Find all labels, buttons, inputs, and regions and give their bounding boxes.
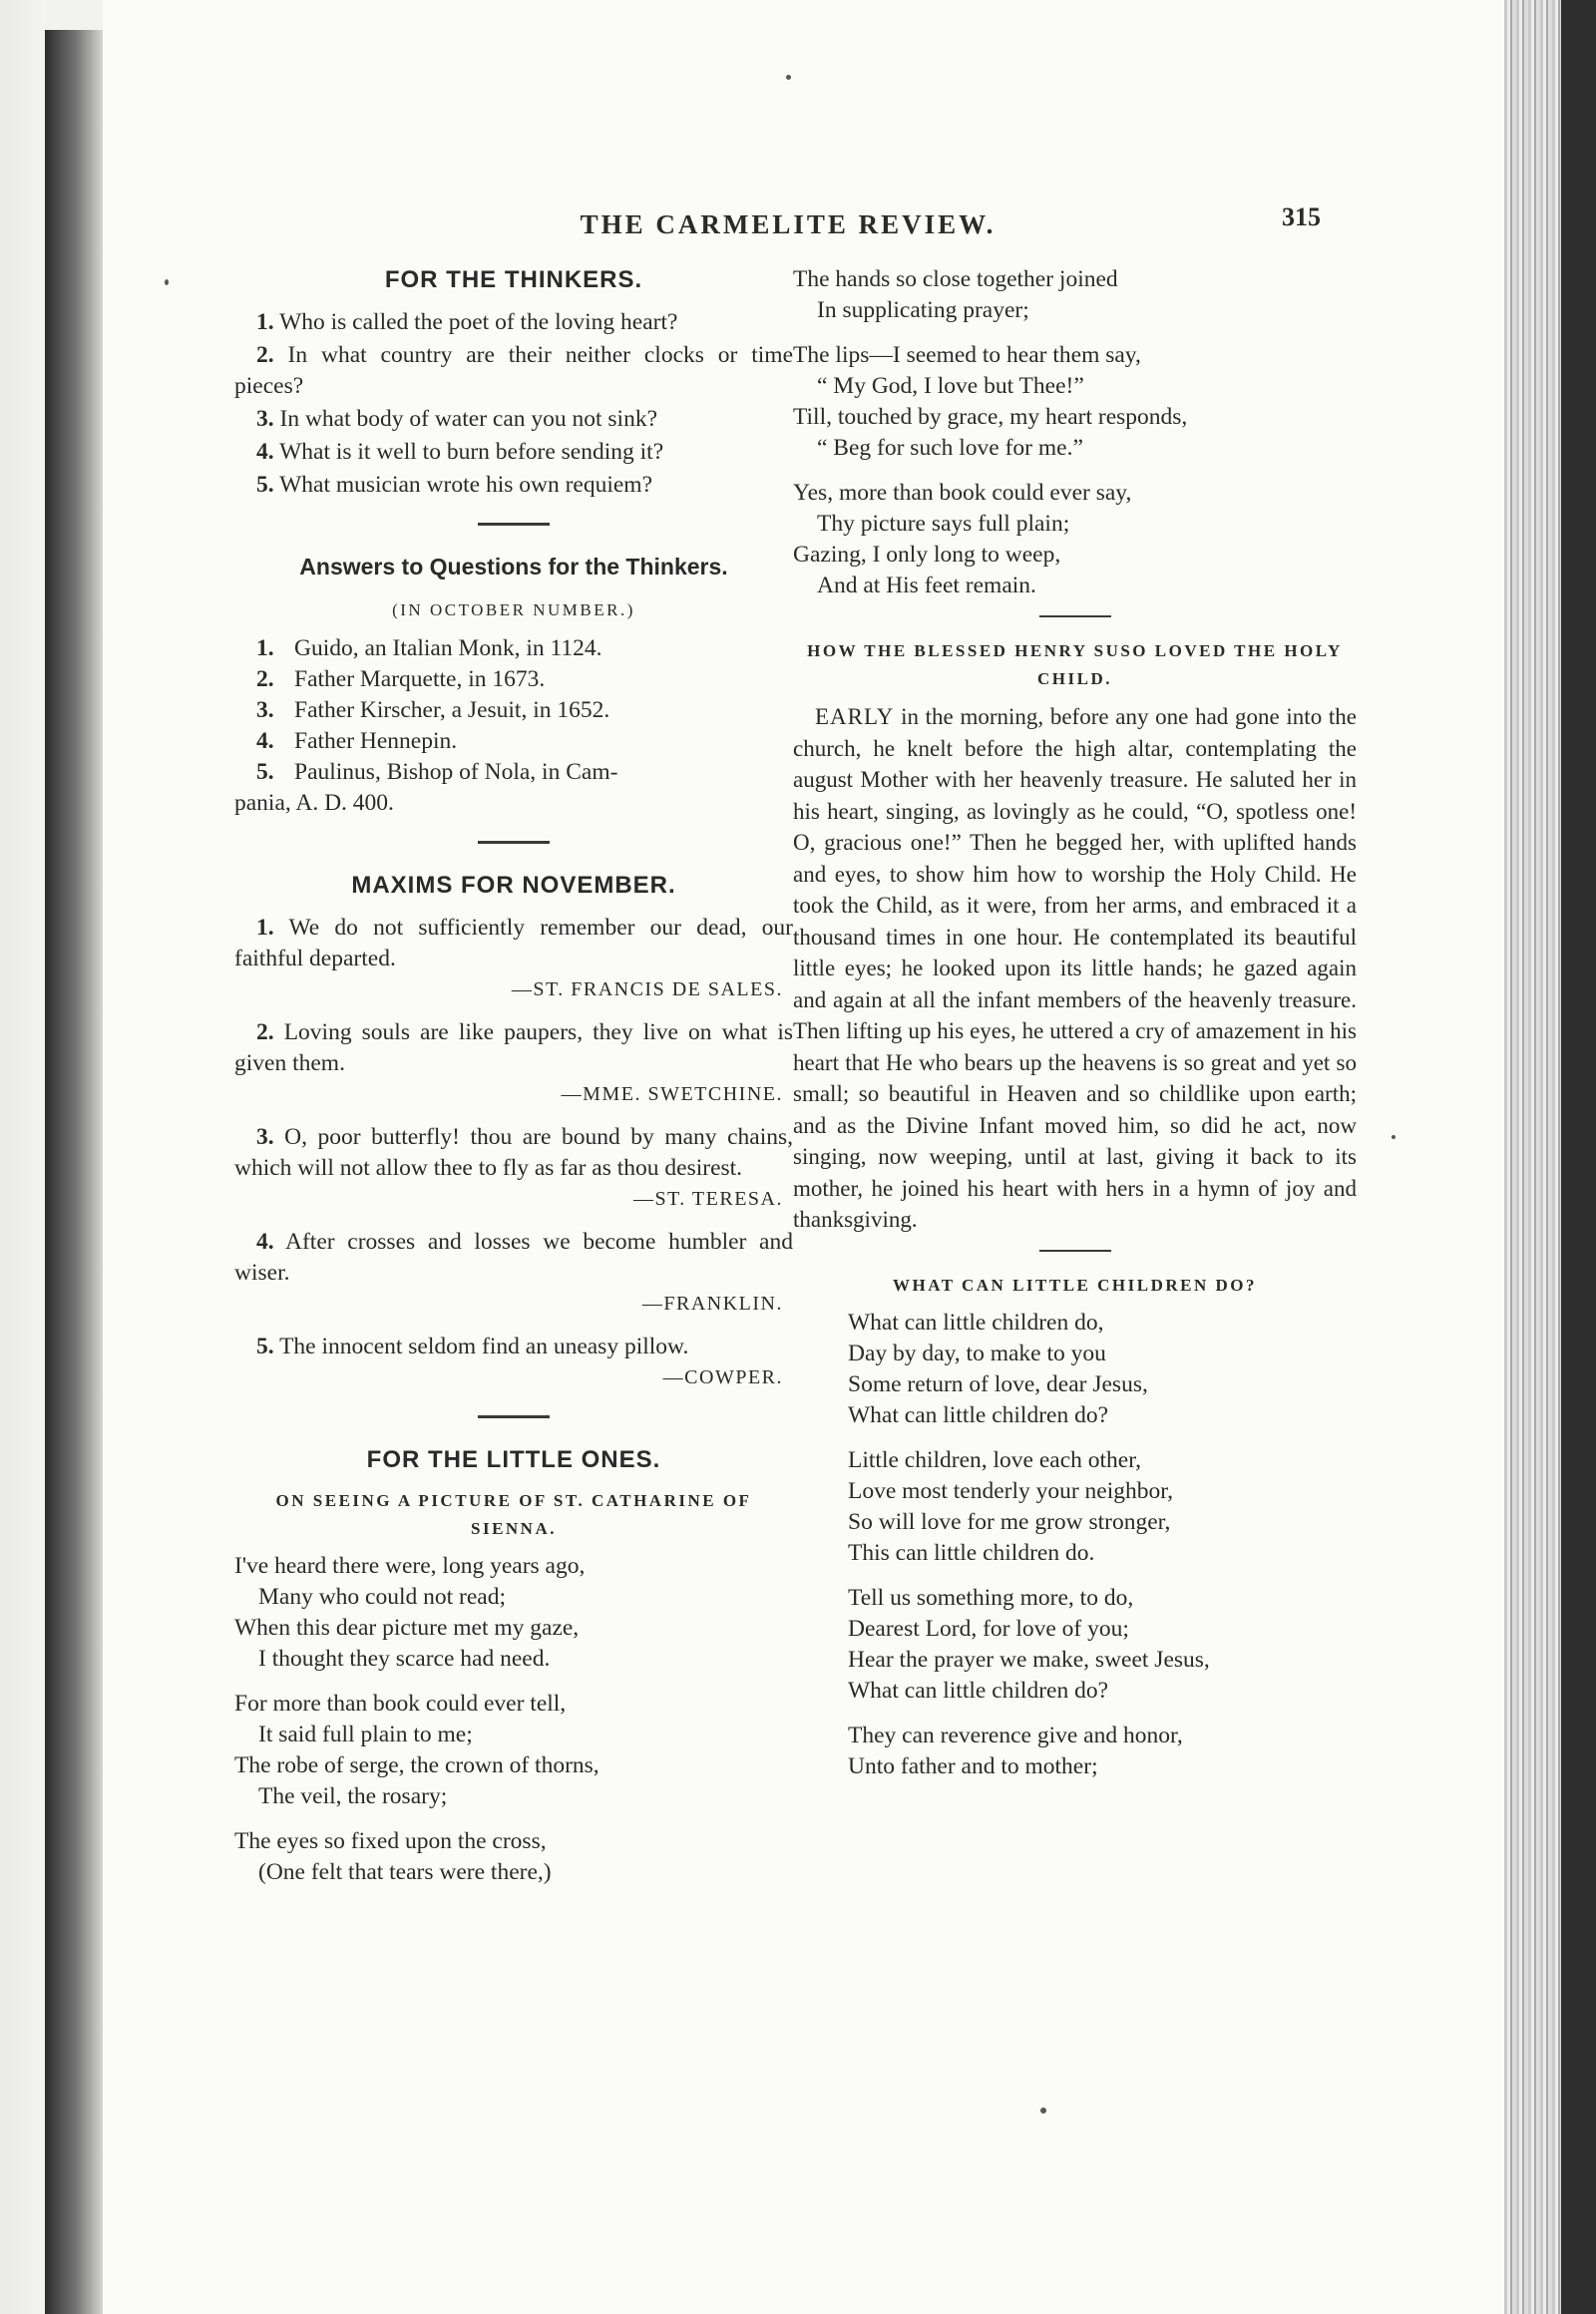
question: 5. What musician wrote his own requiem? xyxy=(256,472,653,498)
maxim-attribution: —COWPER. xyxy=(662,1366,783,1388)
poem-line: Till, touched by grace, my heart responds, xyxy=(793,404,1188,430)
answer: 3. Father Kirscher, a Jesuit, in 1652. xyxy=(256,697,610,723)
maxim-attribution: —ST. TERESA. xyxy=(632,1188,783,1210)
thinkers-title: FOR THE THINKERS. xyxy=(384,266,643,293)
answer: 2. Father Marquette, in 1673. xyxy=(256,666,546,692)
poem-line: “ My God, I love but Thee!” xyxy=(817,373,1084,399)
suso-paragraph xyxy=(793,701,1357,1236)
poem-line: Dearest Lord, for love of you; xyxy=(848,1615,1129,1642)
poem-line: What can little children do? xyxy=(848,1677,1109,1704)
answer-continued: pania, A. D. 400. xyxy=(234,790,394,816)
answer: 4. Father Hennepin. xyxy=(256,728,458,754)
answers-subtitle: (IN OCTOBER NUMBER.) xyxy=(392,600,635,619)
question: 3. In what body of water can you not sink? xyxy=(256,406,658,432)
poem-line: For more than book could ever tell, xyxy=(234,1691,567,1717)
poem-line: When this dear picture met my gaze, xyxy=(234,1615,580,1641)
page-number: 315 xyxy=(1282,202,1321,231)
lead-word: EARLY xyxy=(815,704,895,729)
maxim: 4. After crosses and losses we become humbler and wiser. xyxy=(234,1229,793,1286)
right-column xyxy=(793,264,1357,1796)
poem-stanza xyxy=(793,478,1357,601)
poem-stanza xyxy=(793,340,1357,464)
children-title: WHAT CAN LITTLE CHILDREN DO? xyxy=(892,1275,1258,1295)
poem-line: Little children, love each other, xyxy=(848,1446,1141,1473)
poem-stanza xyxy=(793,1308,1357,1431)
poem-stanza xyxy=(234,1826,793,1888)
background-edge xyxy=(1561,0,1596,2314)
speck xyxy=(165,279,169,285)
poem-stanza xyxy=(793,1445,1357,1569)
poem-line: The eyes so fixed upon the cross, xyxy=(234,1828,547,1854)
speck xyxy=(786,75,791,80)
little-ones-title: FOR THE LITTLE ONES. xyxy=(366,1446,661,1473)
poem-line: The lips—I seemed to hear them say, xyxy=(793,342,1141,368)
poem-line: Gazing, I only long to weep, xyxy=(793,542,1061,568)
poem-line: The veil, the rosary; xyxy=(258,1783,448,1809)
section-divider xyxy=(1039,1250,1111,1252)
running-title: THE CARMELITE REVIEW. xyxy=(580,209,997,239)
poem-line: Thy picture says full plain; xyxy=(817,511,1070,537)
poem-line: So will love for me grow stronger, xyxy=(848,1508,1171,1535)
question: 4. What is it well to burn before sending it? xyxy=(256,439,664,465)
poem-line: The hands so close together joined xyxy=(793,266,1118,292)
section-divider xyxy=(478,523,550,526)
poem-stanza xyxy=(793,1721,1357,1782)
poem-line: The robe of serge, the crown of thorns, xyxy=(234,1752,599,1778)
maxim-attribution: —FRANKLIN. xyxy=(641,1293,783,1315)
poem-line: I've heard there were, long years ago, xyxy=(234,1553,586,1579)
poem-line: Many who could not read; xyxy=(258,1584,507,1610)
section-divider xyxy=(478,841,550,844)
maxim: 1. We do not sufficiently remember our dead, our faithful departed. xyxy=(234,915,794,971)
left-column xyxy=(234,264,793,1902)
poem-line: In supplicating prayer; xyxy=(817,297,1029,323)
poem-line: It said full plain to me; xyxy=(258,1722,473,1747)
maxim-attribution: —ST. FRANCIS DE SALES. xyxy=(511,978,783,1000)
question: 1. Who is called the poet of the loving heart? xyxy=(256,309,678,335)
suso-body: in the morning, before any one had gone into the church, he knelt before the high altar, contemplating the august Mother with her heavenly treasure. He saluted her in his heart, singing, as lovingly as he could, “O, spotless one! O, gracious one!” Then he begged her, with uplifted hands and eyes, to show him how to worship the Holy Child. He took the Child, as it were, from her arms, and embraced it a thousand times in one hour. He contemplated its beautiful little eyes; he looked upon its little hands; he gazed again and again at all the infant members of the heavenly treasure. Then lifting up his eyes, he uttered a cry of amazement in his heart that He who bears up the heavens is so great and yet so small; so beautiful in Heaven and so childlike upon earth; and as the Divine Infant moved him, so did he act, now singing, now weeping, until at last, giving it back to its mother, he joined his heart with hers in a hymn of joy and thanksgiving. xyxy=(793,704,1357,1232)
maxim-attribution: —MME. SWETCHINE. xyxy=(561,1083,783,1105)
maxim: 3. O, poor butterfly! thou are bound by many chains, which will not allow thee to fly as far as thou desirest. xyxy=(234,1124,793,1181)
poem-line: Love most tenderly your neighbor, xyxy=(848,1477,1174,1504)
suso-title: HOW THE BLESSED HENRY SUSO LOVED THE HOLY CHILD. xyxy=(807,641,1343,688)
poem-stanza xyxy=(793,1583,1357,1707)
poem-stanza xyxy=(234,1551,793,1675)
facing-page-edge xyxy=(0,0,45,2314)
poem-line: (One felt that tears were there,) xyxy=(258,1859,552,1885)
poem-line: What can little children do? xyxy=(848,1401,1109,1428)
answers-title: Answers to Questions for the Thinkers. xyxy=(299,554,728,579)
poem-stanza xyxy=(793,264,1357,326)
book-gutter xyxy=(45,30,103,2314)
maxim: 5. The innocent seldom find an uneasy pillow. xyxy=(256,1334,689,1359)
poem-line: What can little children do, xyxy=(848,1309,1104,1336)
section-divider xyxy=(1039,615,1111,617)
poem-line: Hear the prayer we make, sweet Jesus, xyxy=(848,1646,1210,1673)
section-divider xyxy=(478,1415,550,1418)
maxims-title: MAXIMS FOR NOVEMBER. xyxy=(351,872,676,899)
speck xyxy=(1392,1135,1396,1139)
question: 2. In what country are their neither clocks or time pieces? xyxy=(234,342,794,399)
poem-line: This can little children do. xyxy=(848,1539,1095,1566)
poem-line: Yes, more than book could ever say, xyxy=(793,480,1132,506)
answer: 5. Paulinus, Bishop of Nola, in Cam- xyxy=(256,759,618,785)
poem-line: Tell us something more, to do, xyxy=(848,1584,1134,1611)
poem-title: ON SEEING A PICTURE OF ST. CATHARINE OF SIENNA. xyxy=(275,1491,752,1538)
poem-line: Unto father and to mother; xyxy=(848,1752,1098,1779)
poem-line: “ Beg for such love for me.” xyxy=(817,435,1083,461)
poem-line: Day by day, to make to you xyxy=(848,1340,1106,1366)
poem-line: I thought they scarce had need. xyxy=(258,1646,551,1672)
answer: 1. Guido, an Italian Monk, in 1124. xyxy=(256,635,602,661)
maxim: 2. Loving souls are like paupers, they live on what is given them. xyxy=(234,1019,794,1076)
poem-line: And at His feet remain. xyxy=(817,573,1036,598)
poem-line: Some return of love, dear Jesus, xyxy=(848,1370,1148,1397)
speck xyxy=(1040,2108,1046,2114)
poem-line: They can reverence give and honor, xyxy=(848,1722,1183,1748)
poem-stanza xyxy=(234,1689,793,1812)
